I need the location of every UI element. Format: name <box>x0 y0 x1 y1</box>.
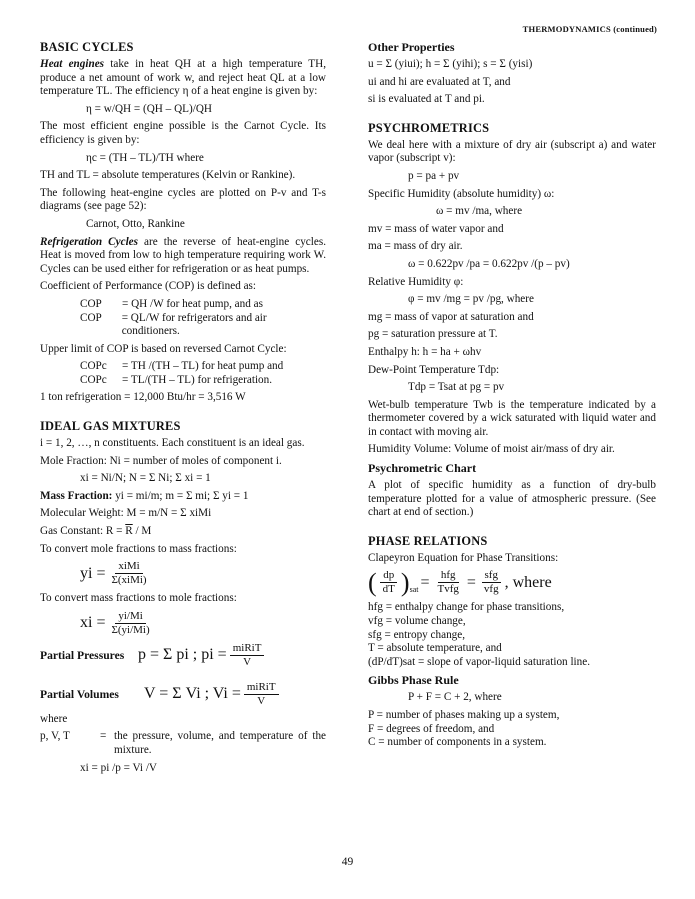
pvt-definition: p, V, T = the pressure, volume, and temperature of the mixture. <box>40 730 326 756</box>
ton-refrigeration: 1 ton refrigeration = 12,000 Btu/hr = 3,516 W <box>40 391 246 404</box>
upper-limit-cop: Upper limit of COP is based on reversed Carnot Cycle: <box>40 342 287 355</box>
other-properties-line2: ui and hi are evaluated at T, and <box>368 75 511 88</box>
carnot-paragraph: The most efficient engine possible is the Carnot Cycle. Its efficiency is given by: <box>40 120 326 146</box>
mole-fraction-line: Mole Fraction: Ni = number of moles of component i. <box>40 454 282 467</box>
hfg-definition: hfg = enthalpy change for phase transitions, <box>368 601 565 614</box>
mass-fraction-conversion-equation: yi = $\frac{\text{xiMi}}{\text{Σ(xiMi)}}$ <box>80 560 147 587</box>
dew-point-equation: Tdp = Tsat at pg = pv <box>408 381 505 394</box>
mole-fraction-equation: xi = Ni/N; N = Σ Ni; Σ xi = 1 <box>80 472 211 485</box>
refrigeration-paragraph: Refrigeration Cycles are the reverse of heat-engine cycles. Heat is moved from low to high temperature requiring work W. Cycles can be used either for refrigeration or as heat pumps. <box>40 235 326 275</box>
humidity-volume-line: Humidity Volume: Volume of moist air/mass of dry air. <box>368 443 615 456</box>
efficiency-equation: η = w/QH = (QH – QL)/QH <box>86 102 212 115</box>
mg-definition: mg = mass of vapor at saturation and <box>368 310 534 323</box>
basic-cycles-heading: BASIC CYCLES <box>40 40 134 54</box>
temperature-definition: TH and TL = absolute temperatures (Kelvin or Rankine). <box>40 169 296 182</box>
mole-fraction-conversion-equation: xi = $\frac{yi/Mi}{\Sigma(yi/Mi)}$ <box>80 609 150 636</box>
other-properties-eq: u = Σ (yiui); h = Σ (yihi); s = Σ (yisi) <box>368 58 533 70</box>
copc-refrigeration-line: COPc = TL/(TH – TL) for refrigeration. <box>80 373 273 386</box>
cycles-list: Carnot, Otto, Rankine <box>86 217 185 230</box>
left-column <box>40 40 326 779</box>
psychrometric-chart-heading: Psychrometric Chart <box>368 461 477 476</box>
omega-pressure-equation: ω = 0.622pv /pa = 0.622pv /(p – pv) <box>408 257 570 270</box>
dew-point-label: Dew-Point Temperature Tdp: <box>368 363 500 376</box>
gibbs-equation: P + F = C + 2, where <box>408 691 502 704</box>
specific-humidity-label: Specific Humidity (absolute humidity) ω: <box>368 187 555 200</box>
cop-heat-pump-line: COP = QH /W for heat pump, and as <box>80 297 263 310</box>
ideal-gas-heading: IDEAL GAS MIXTURES <box>40 419 181 434</box>
gas-constant-line: Gas Constant: $R = \overline{R} / M$ <box>40 525 152 538</box>
phi-equation: φ = mv /mg = pv /pg, where <box>408 293 534 306</box>
wet-bulb-paragraph: Wet-bulb temperature Twb is the temperature indicated by a thermometer covered by a wick saturated with liquid water and in contact with moving air. <box>368 398 656 438</box>
page-number: 49 <box>341 856 354 868</box>
cop-definition: Coefficient of Performance (COP) is defined as: <box>40 280 257 293</box>
vfg-definition: vfg = volume change, <box>368 615 466 628</box>
partial-pressures-equation: Partial Pressures p = Σ pi ; pi = $\frac{\text{miRiT}}{V}$ <box>40 642 326 669</box>
sfg-definition: sfg = entropy change, <box>368 628 466 641</box>
relative-humidity-label: Relative Humidity φ: <box>368 275 464 288</box>
clapeyron-equation: ( $\frac{dp}{dT}$ ) sat = $\frac{\text{hfg}}{\text{Tvfg}}$ = $\frac{\text{sfg}}{\text{vfg}}$ , where <box>368 567 552 597</box>
slope-definition: (dP/dT)sat = slope of vapor-liquid saturation line. <box>368 655 591 668</box>
gibbs-heading: Gibbs Phase Rule <box>368 673 459 688</box>
psychrometrics-heading: PSYCHROMETRICS <box>368 120 490 135</box>
gibbs-p-definition: P = number of phases making up a system, <box>368 709 560 721</box>
total-pressure-equation: p = pa + pv <box>408 169 460 182</box>
gibbs-c-definition: C = number of components in a system. <box>368 736 547 749</box>
other-properties-line3: si is evaluated at T and pi. <box>368 93 485 106</box>
mv-definition: mv = mass of water vapor and <box>368 222 504 235</box>
ma-definition: ma = mass of dry air. <box>368 240 463 253</box>
partial-fraction-equation: xi = pi /p = Vi /V <box>80 761 158 774</box>
plotted-cycles-paragraph: The following heat-engine cycles are plotted on P-v and T-s diagrams (see page 52): <box>40 186 326 213</box>
other-properties-heading: Other Properties <box>368 40 455 54</box>
right-column <box>368 40 656 750</box>
mass-to-mole-heading: To convert mass fractions to mole fractions: <box>40 592 237 605</box>
clapeyron-label: Clapeyron Equation for Phase Transitions: <box>368 551 559 564</box>
psychrometric-chart-text: A plot of specific humidity as a function of dry-bulb temperature plotted for a value of atmospheric pressure. (See chart at end of section.) <box>368 479 656 519</box>
cop-refrigerator-line: COP = QL/W for refrigerators and air conditioners. <box>80 311 267 338</box>
phase-relations-heading: PHASE RELATIONS <box>368 533 488 548</box>
mole-to-mass-heading: To convert mole fractions to mass fractions: <box>40 542 237 555</box>
carnot-efficiency-equation: ηc = (TH – TL)/TH where <box>86 151 204 164</box>
psychrometrics-intro: We deal here with a mixture of dry air (subscript a) and water vapor (subscript v): <box>368 138 656 165</box>
copc-heat-pump-line: COPc = TH /(TH – TL) for heat pump and <box>80 360 284 373</box>
heat-engines-paragraph: Heat engines take in heat QH at a high temperature TH, produce a net amount of work w, and reject heat QL at a low temperature TL. The efficiency η of a heat engine is given by: <box>40 58 327 98</box>
temperature-definition-phase: T = absolute temperature, and <box>368 642 502 655</box>
running-header: THERMODYNAMICS (continued) <box>522 24 657 34</box>
enthalpy-equation: Enthalpy h: h = ha + ωhv <box>368 345 482 358</box>
partial-volumes-equation: Partial Volumes V = Σ Vi ; Vi = $\frac{\text{miRiT}}{V}$ <box>40 681 326 708</box>
where-label: where <box>40 712 68 725</box>
constituents-line: i = 1, 2, …, n constituents. Each constituent is an ideal gas. <box>40 437 305 450</box>
mass-fraction-line: Mass Fraction: yi = mi/m; m = Σ mi; Σ yi = 1 <box>40 489 249 502</box>
omega-equation: ω = mv /ma, where <box>436 205 523 218</box>
molecular-weight-line: Molecular Weight: M = m/N = Σ xiMi <box>40 507 212 520</box>
pg-definition: pg = saturation pressure at T. <box>368 328 498 341</box>
gibbs-f-definition: F = degrees of freedom, and <box>368 722 495 735</box>
